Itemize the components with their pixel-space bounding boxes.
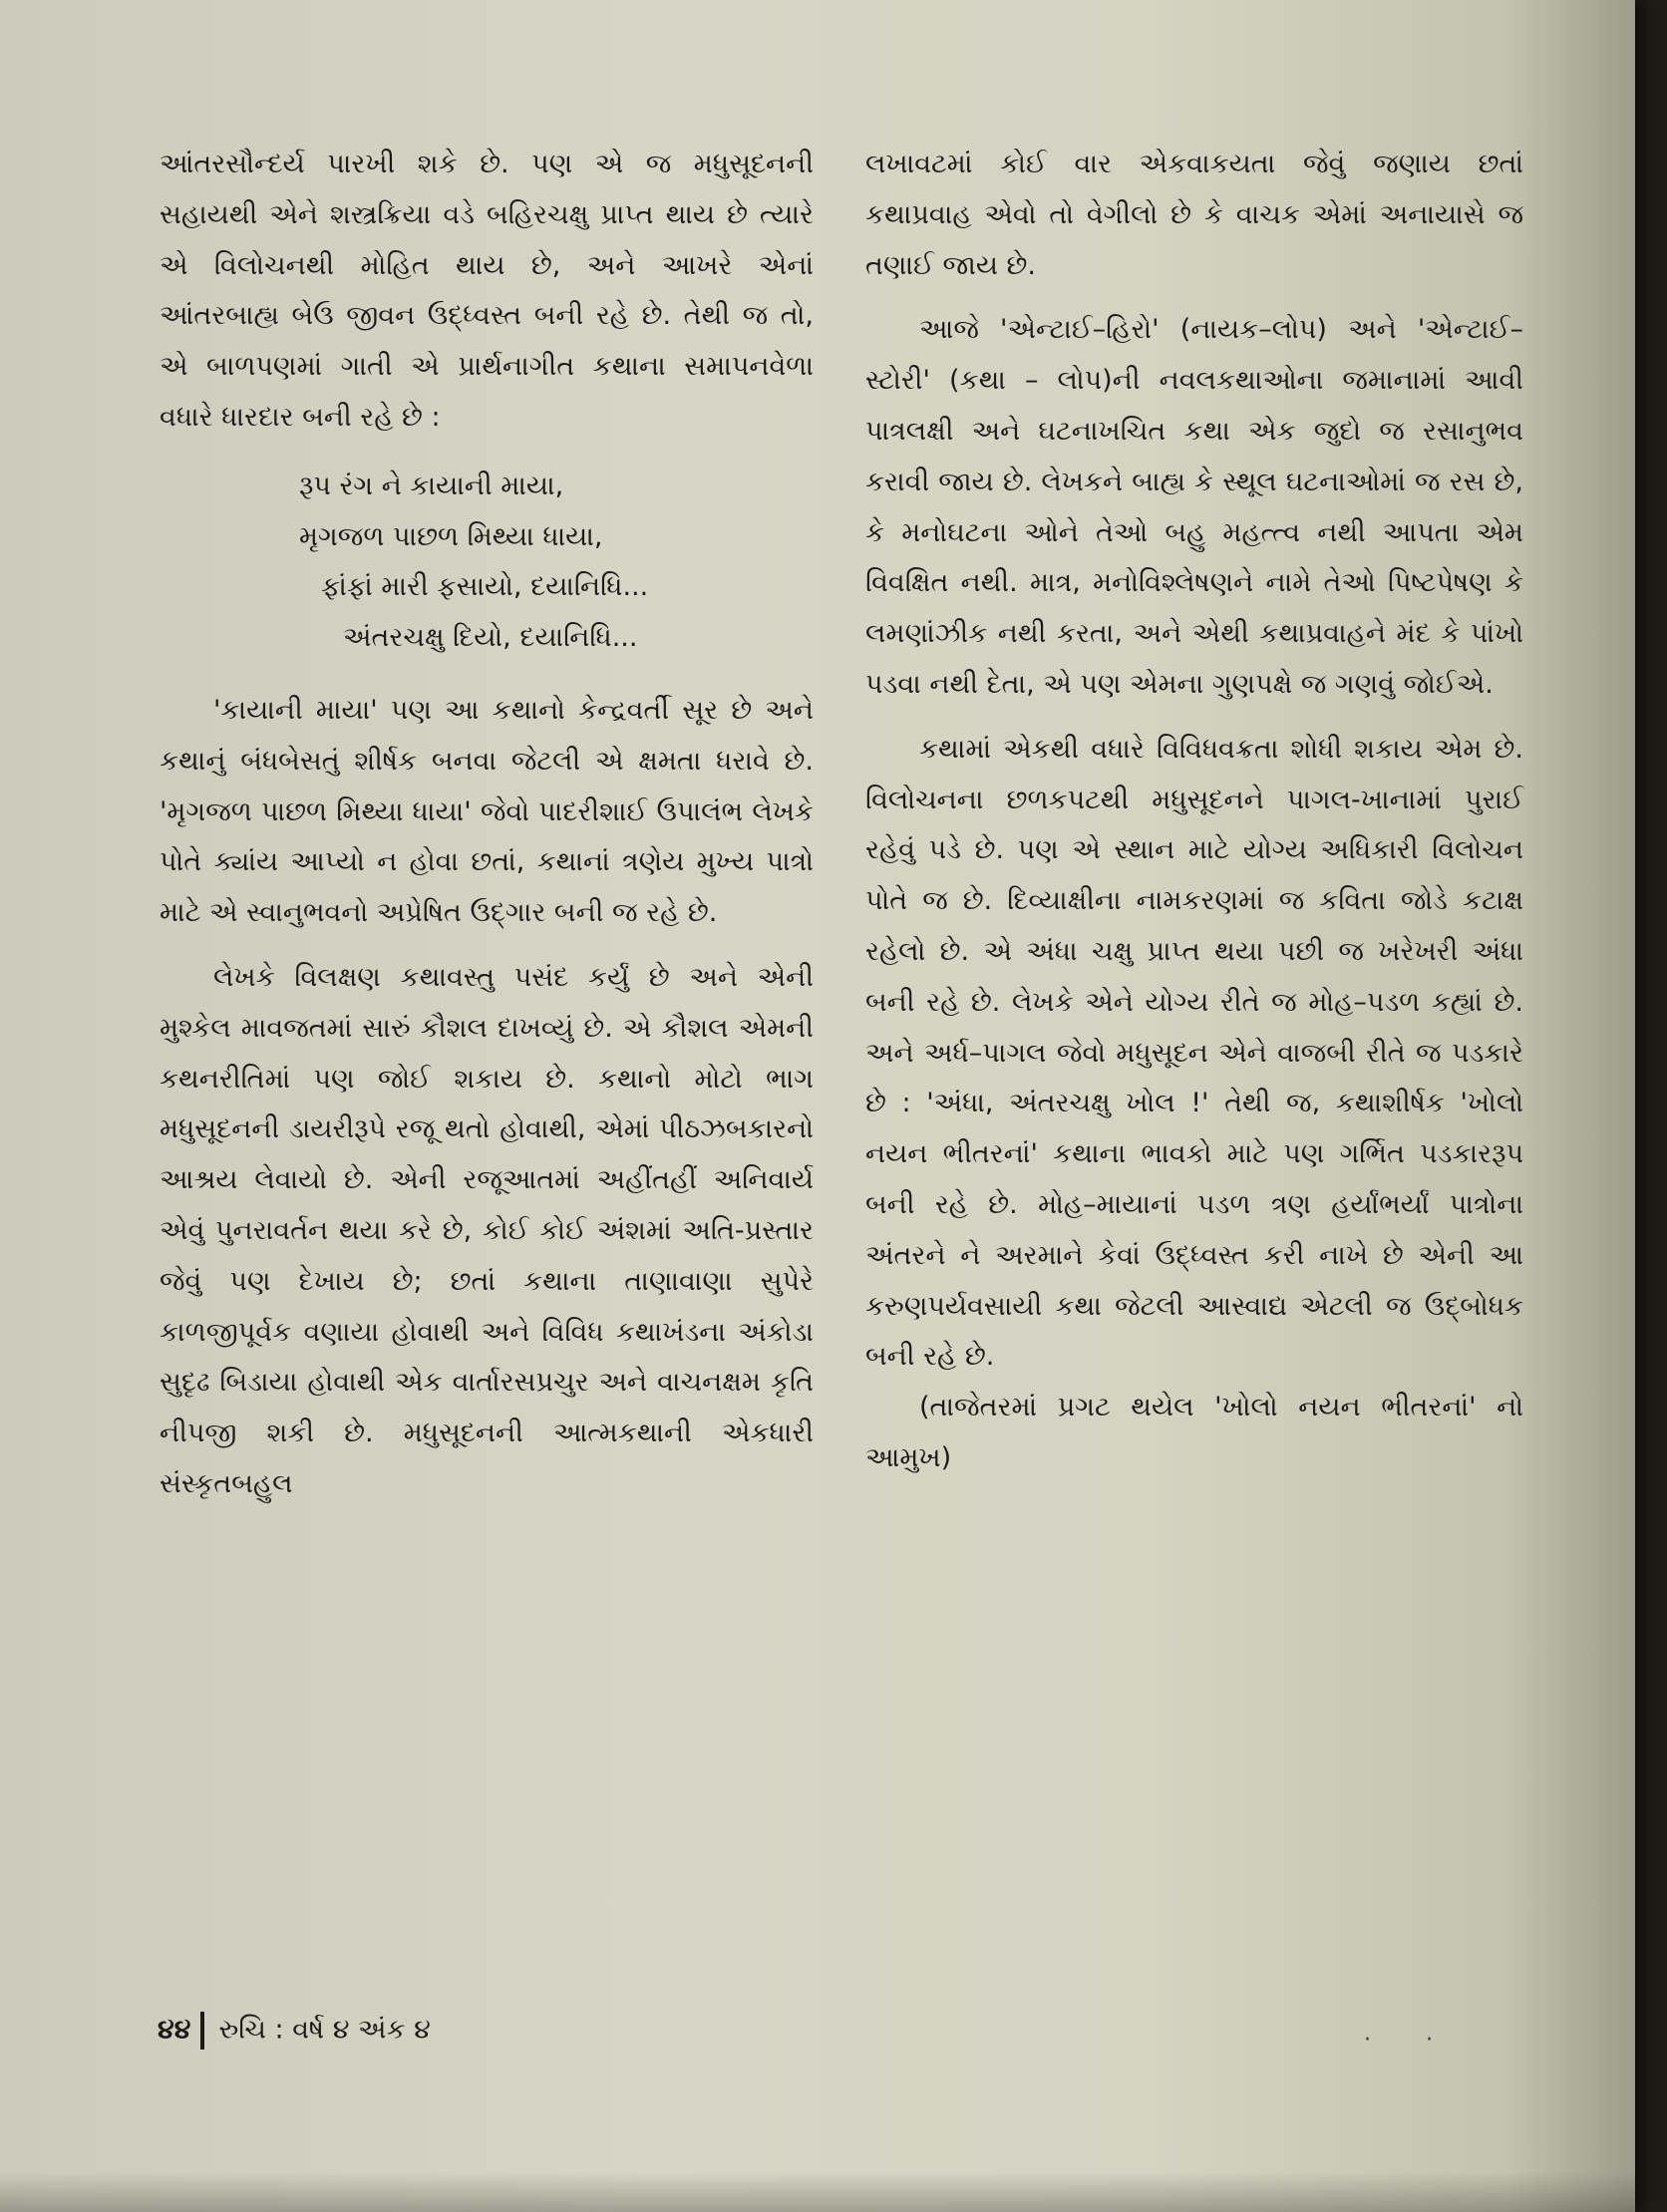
paragraph: 'કાયાની માયા' પણ આ કથાનો કેન્દ્રવર્તી સૂર છે અને કથાનું બંધબેસતું શીર્ષક બનવા જેટલી એ ક્ષમતા ધરાવે છે. 'મૃગજળ પાછળ મિથ્યા ધાયા' જેવો પાદરીશાઈ ઉપાલંભ લેખકે પોતે ક્યાંય આપ્યો ન હોવા છતાં, કથાનાં ત્રણેય મુખ્ય પાત્રો માટે એ સ્વાનુભવનો અપ્રેષિત ઉદ્ગાર બની જ રહે છે.	[160, 694, 814, 929]
paragraph: આજે 'એન્ટાઈ–હિરો' (નાયક–લોપ) અને 'એન્ટાઈ–સ્ટોરી' (કથા – લોપ)ની નવલકથાઓના જમાનામાં આવી પાત્રલક્ષી અને ઘટનાખચિત કથા એક જુદો જ રસાનુભવ કરાવી જાય છે. લેખકને બાહ્ય કે સ્થૂલ ઘટનાઓમાં જ રસ છે, કે મનોઘટના ઓને તેઓ બહુ મહત્ત્વ નથી આપતા એમ વિવક્ષિત નથી. માત્ર, મનોવિશ્લેષણને નામે તેઓ પિષ્ટપેષણ કે લમણાંઝીક નથી કરતા, અને એથી કથાપ્રવાહને મંદ કે પાંખો પડવા નથી દેતા, એ પણ એમના ગુણપક્ષે જ ગણવું જોઈએ.	[865, 314, 1523, 700]
verse-line: ફાંફાં મારી ફસાયો, દયાનિધિ...	[321, 571, 649, 603]
verse-line: રૂપ રંગ ને કાયાની માયા,	[299, 470, 564, 501]
poem-verse	[160, 462, 814, 664]
journal-title: રુચિ : વર્ષ ૪ અંક ૪	[218, 2014, 431, 2046]
source-note: (તાજેતરમાં પ્રગટ થયેલ 'ખોલો નયન ભીતરનાં' નો આમુખ)	[865, 1392, 1523, 1473]
paragraph: કથામાં એકથી વધારે વિવિધવક્રતા શોધી શકાય એમ છે. વિલોચનના છળકપટથી મધુસૂદનને પાગલ-ખાનામાં પુરાઈ રહેવું પડે છે. પણ એ સ્થાન માટે યોગ્ય અધિકારી વિલોચન પોતે જ છે. દિવ્યાક્ષીના નામકરણમાં જ કવિતા જોડે કટાક્ષ રહેલો છે. એ અંધા ચક્ષુ પ્રાપ્ત થયા પછી જ ખરેખરી અંધા બની રહે છે. લેખકે એને યોગ્ય રીતે જ મોહ–પડળ કહ્યાં છે. અને અર્ધ–પાગલ જેવો મધુસૂદન એને વાજબી રીતે જ પડકારે છે : 'અંધા, અંતરચક્ષુ ખોલ !' તેથી જ, કથાશીર્ષક 'ખોલો નયન ભીતરનાં' કથાના ભાવકો માટે પણ ગર્ભિત પડકારરૂપ બની રહે છે. મોહ–માયાનાં પડળ ત્રણ હર્યાંભર્યાં પાત્રોના અંતરને ને અરમાને કેવાં ઉદ્ધ્વસ્ત કરી નાખે છે એની આ કરુણપર્યવસાયી કથા જેટલી આસ્વાદ્ય એટલી જ ઉદ્બોધક બની રહે છે.	[865, 733, 1523, 1373]
footer-divider	[200, 2012, 204, 2050]
paper-specks: · ·	[1364, 2028, 1457, 2053]
page-footer	[158, 2012, 431, 2050]
verse-line: મૃગજળ પાછળ મિથ્યા ધાયા,	[299, 520, 603, 552]
right-column	[865, 140, 1523, 1484]
verse-line: અંતરચક્ષુ દિયો, દયાનિધિ...	[343, 622, 638, 654]
paragraph: આંતરસૌન્દર્ય પારખી શકે છે. પણ એ જ મધુસૂદનની સહાયથી એને શસ્ત્રક્રિયા વડે બહિરચક્ષુ પ્રાપ્ત થાય છે ત્યારે એ વિલોચનથી મોહિત થાય છે, અને આખરે એનાં આંતરબાહ્ય બેઉ જીવન ઉદ્ધ્વસ્ત બની રહે છે. તેથી જ તો, એ બાળપણમાં ગાતી એ પ્રાર્થનાગીત કથાના સમાપનવેળા વધારે ધારદાર બની રહે છે :	[160, 149, 814, 433]
paragraph: લેખકે વિલક્ષણ કથાવસ્તુ પસંદ કર્યું છે અને એની મુશ્કેલ માવજતમાં સારું કૌશલ દાખવ્યું છે. એ કૌશલ એમની કથનરીતિમાં પણ જોઈ શકાય છે. કથાનો મોટો ભાગ મધુસૂદનની ડાયરીરૂપે રજૂ થતો હોવાથી, એમાં પીઠઝબકારનો આશ્રય લેવાયો છે. એની રજૂઆતમાં અહીંતહીં અનિવાર્ય એવું પુનરાવર્તન થયા કરે છે, કોઈ કોઈ અંશમાં અતિ-પ્રસ્તાર જેવું પણ દેખાય છે; છતાં કથાના તાણાવાણા સુપેરે કાળજીપૂર્વક વણાયા હોવાથી અને વિવિધ કથાખંડના અંકોડા સુદૃઢ બિડાયા હોવાથી એક વાર્તારસપ્રચુર અને વાચનક્ષમ કૃતિ નીપજી શકી છે. મધુસૂદનની આત્મકથાની એકધારી સંસ્કૃતબહુલ	[160, 961, 814, 1499]
left-column	[160, 140, 814, 1510]
paragraph: લખાવટમાં કોઈ વાર એકવાકયતા જેવું જણાય છતાં કથાપ્રવાહ એવો તો વેગીલો છે કે વાચક એમાં અનાયાસે જ તણાઈ જાય છે.	[865, 149, 1523, 281]
page-number: ૪૪	[158, 2014, 191, 2046]
